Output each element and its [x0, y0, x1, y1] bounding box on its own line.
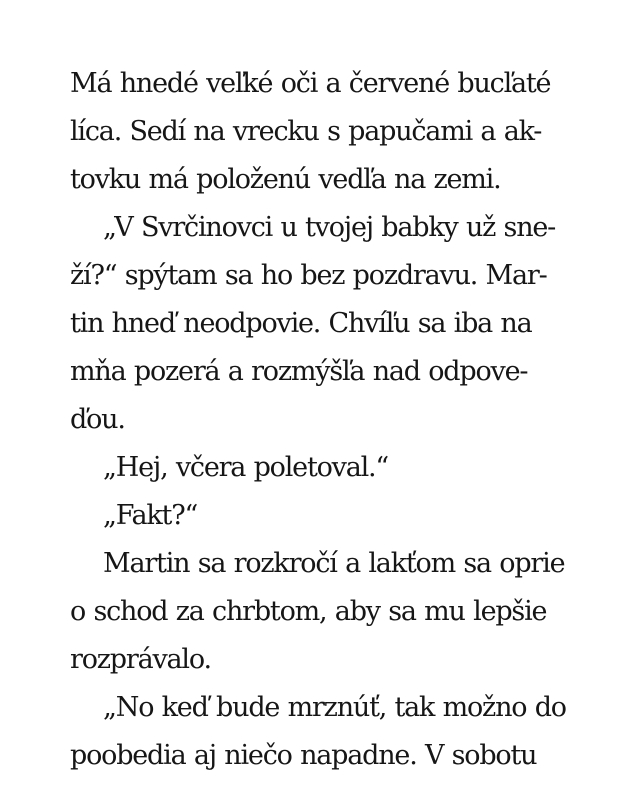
- text-line: Martin sa rozkročí a lakťom sa oprie: [103, 548, 565, 579]
- text-line: tovku má položenú vedľa na zemi.: [70, 164, 501, 195]
- text-line: ďou.: [70, 404, 125, 435]
- text-line: o schod za chrbtom, aby sa mu lepšie: [70, 596, 547, 627]
- text-line: „Hej, včera poletoval.“: [103, 452, 389, 483]
- text-line: „No keď bude mrznúť, tak možno do: [103, 692, 566, 723]
- text-line: Má hnedé veľké oči a červené bucľaté: [70, 68, 551, 99]
- text-line: „Fakt?“: [103, 500, 198, 531]
- text-line: „V Svrčinovci u tvojej babky už sne-: [103, 212, 556, 243]
- text-line: líca. Sedí na vrecku s papučami a ak-: [70, 116, 542, 147]
- text-line: rozprávalo.: [70, 644, 211, 675]
- text-line: poobedia aj niečo napadne. V sobotu: [70, 740, 537, 771]
- text-line: ží?“ spýtam sa ho bez pozdravu. Mar-: [70, 260, 547, 291]
- text-line: tin hneď neodpovie. Chvíľu sa iba na: [70, 308, 532, 339]
- text-line: mňa pozerá a rozmýšľa nad odpove-: [70, 356, 528, 387]
